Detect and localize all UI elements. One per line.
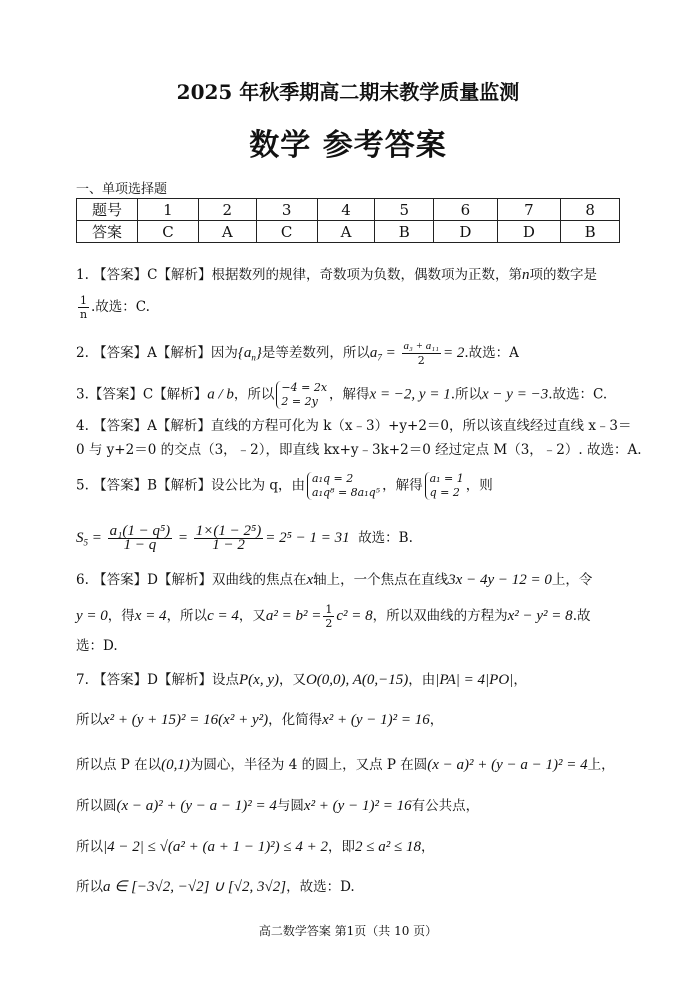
answer-table <box>76 198 620 243</box>
table-cell: 3 <box>256 199 317 221</box>
table-cell: 5 <box>375 199 434 221</box>
table-cell: 2 <box>198 199 256 221</box>
solution-7-line-2: 所以x² + (y + 15)² = 16(x² + y²)，化简得x² + (y − 1)² = 16， <box>76 712 444 728</box>
table-cell: B <box>375 221 434 243</box>
equation-system: a₁q = 2 a₁q⁸ = 8a₁q⁵ <box>307 472 380 500</box>
table-cell: B <box>561 221 620 243</box>
table-row-label: 题号 <box>77 199 138 221</box>
fraction: $\frac{\text{a₁(1 − q⁵)}}{1 - q}$ <box>109 523 171 553</box>
solution-6-line-3: 选：D. <box>76 638 118 654</box>
solution-1-line-1: 1. 【答案】C【解析】根据数列的规律，奇数项为负数，偶数项为正数，第n项的数字是 <box>76 267 598 283</box>
page-title: 2025 年秋季期高二期末教学质量监测 <box>176 80 520 104</box>
solution-7-line-4: 所以圆(x − a)² + (y − a − 1)² = 4与圆x² + (y − 1)² = 16有公共点， <box>76 798 480 814</box>
solution-6-line-1: 6. 【答案】D【解析】双曲线的焦点在x轴上，一个焦点在直线3x − 4y − 12 = 0上，令 <box>76 572 593 588</box>
table-cell: A <box>317 221 375 243</box>
section-heading: 一、单项选择题 <box>76 182 168 197</box>
table-cell: 6 <box>434 199 498 221</box>
solution-7-line-5: 所以|4 − 2| ≤ √(a² + (a + 1 − 1)²) ≤ 4 + 2，即2 ≤ a² ≤ 18， <box>76 839 435 855</box>
table-row-label: 答案 <box>77 221 138 243</box>
table-cell: C <box>256 221 317 243</box>
table-cell: A <box>198 221 256 243</box>
solution-2: 2. 【答案】A【解析】因为$\{a_n\}$是等差数列，所以$a_7$ = $\frac{\text{a₃ + a₁₁}}{2}$ = 2.故选：A <box>76 340 519 367</box>
fraction: $\frac{1}{n}$ <box>79 294 88 321</box>
table-row-numbers <box>77 199 620 221</box>
solution-5-line-1: 5. 【答案】B【解析】设公比为 q，由 a₁q = 2 a₁q⁸ = 8a₁q⁵ ，解得 a₁ = 1 q = 2 ，则 <box>76 472 493 499</box>
solution-7-line-3: 所以点 P 在以(0,1)为圆心，半径为 4 的圆上，又点 P 在圆(x − a)² + (y − a − 1)² = 4上， <box>76 757 615 773</box>
table-cell: D <box>434 221 498 243</box>
page-subtitle: 数学 参考答案 <box>249 128 447 163</box>
solution-5-line-2: $S_5$ = $\frac{\text{a₁(1 − q⁵)}}{1 - q}$ = $\frac{\text{1×(1 − 2⁵)}}{1 - 2}$ = 2⁵ − 1 = 31 故选：B. <box>76 523 413 553</box>
table-cell: 1 <box>138 199 199 221</box>
fraction: $\frac{\text{1×(1 − 2⁵)}}{1 - 2}$ <box>195 523 262 553</box>
solution-4-line-2: 0 与 y+2＝0 的交点（3，﹣2），即直线 kx+y﹣3k+2＝0 经过定点 M（3，﹣2）. 故选：A. <box>76 442 642 458</box>
solution-4-line-1: 4. 【答案】A【解析】直线的方程可化为 k（x﹣3）+y+2＝0，所以该直线经过直线 x﹣3＝ <box>76 418 632 434</box>
table-cell: 7 <box>497 199 561 221</box>
table-cell: 4 <box>317 199 375 221</box>
solution-3: 3.【答案】C【解析】a / b，所以 −4 = 2x 2 = 2y ，解得x = −2, y = 1.所以x − y = −3.故选：C. <box>76 381 608 408</box>
fraction: $\frac{\text{a₃ + a₁₁}}{2}$ <box>403 340 439 367</box>
page-footer: 高二数学答案 第1页（共 10 页） <box>258 924 438 938</box>
table-cell: 8 <box>561 199 620 221</box>
fraction: $\frac{1}{2}$ <box>325 603 333 630</box>
table-row-answers <box>77 221 620 243</box>
solution-7-line-1: 7. 【答案】D【解析】设点P(x, y)，又O(0,0), A(0,−15)，由|PA| = 4|PO|， <box>76 672 527 688</box>
solution-1-line-2: $\frac{1}{n}$ .故选：C. <box>79 294 150 321</box>
table-cell: C <box>138 221 199 243</box>
solution-7-line-6: 所以a ∈ [−3√2, −√2] ∪ [√2, 3√2]，故选：D. <box>76 879 355 895</box>
table-cell: D <box>497 221 561 243</box>
solution-6-line-2: y = 0，得x = 4，所以c = 4，又a² = b² = $\frac{1}{2}$ c² = 8，所以双曲线的方程为x² − y² = 8.故 <box>76 603 591 630</box>
equation-system: −4 = 2x 2 = 2y <box>276 381 327 409</box>
equation-system: a₁ = 1 q = 2 <box>425 472 464 500</box>
